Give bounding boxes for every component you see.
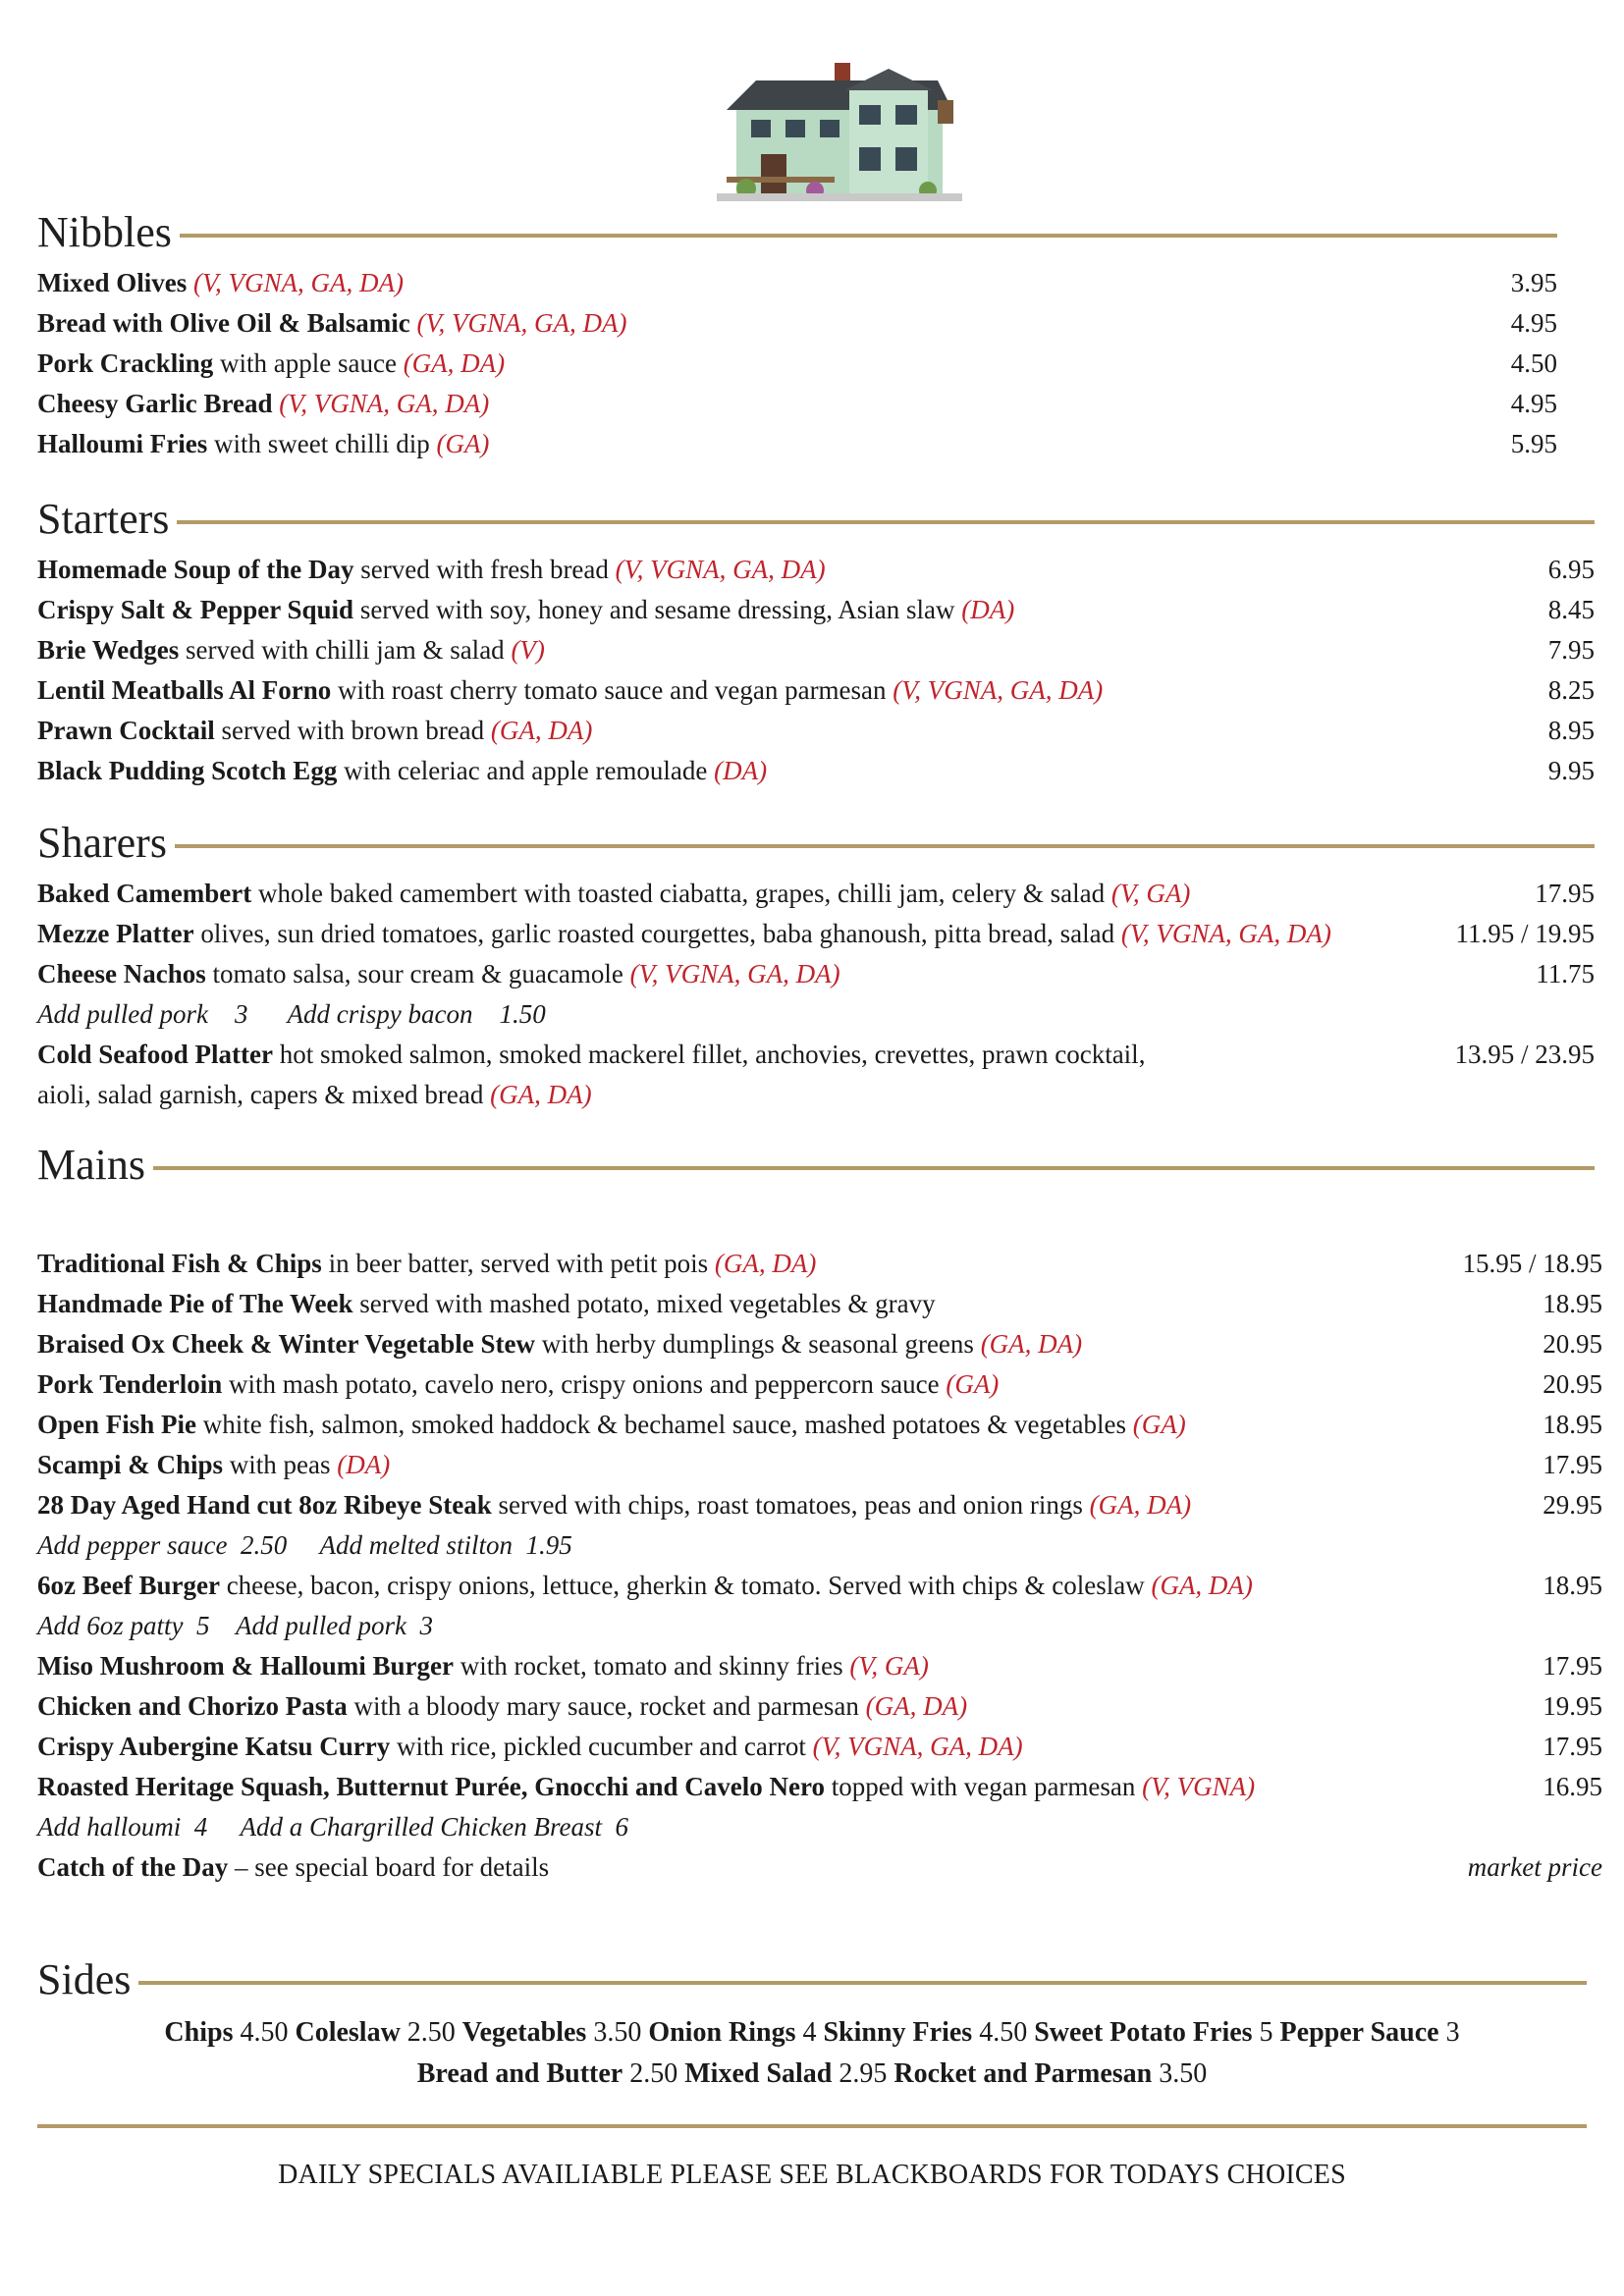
menu-item: Traditional Fish & Chips in beer batter, served with petit pois (GA, DA) 15.95 / 18.95	[37, 1244, 1602, 1284]
section-starters	[37, 491, 1595, 791]
item-price: 15.95 / 18.95	[1462, 1249, 1602, 1278]
menu-item: Cold Seafood Platter hot smoked salmon, smoked mackerel fillet, anchovies, crevettes, prawn cocktail, 13.95 / 23.95	[37, 1035, 1595, 1075]
item-price: 7.95	[1547, 635, 1595, 665]
section-mains	[37, 1137, 1595, 1192]
item-price: 17.95	[1535, 879, 1595, 908]
menu-item: Black Pudding Scotch Egg with celeriac and apple remoulade (DA) 9.95	[37, 751, 1595, 791]
section-divider	[177, 520, 1595, 524]
menu-item: Halloumi Fries with sweet chilli dip (GA) 5.95	[37, 424, 1557, 464]
addon-row: Add pulled pork 3 Add crispy bacon 1.50	[37, 999, 546, 1029]
item-price: 5.95	[1510, 429, 1557, 458]
section-title: Starters	[37, 494, 170, 543]
item-price: 4.50	[1510, 348, 1557, 378]
section-divider	[175, 844, 1595, 848]
pub-building-illustration	[687, 61, 982, 218]
menu-item: Mezze Platter olives, sun dried tomatoes, garlic roasted courgettes, baba ghanoush, pitta bread, salad (V, VGNA, GA, DA) 11.95 / 19.95	[37, 914, 1595, 954]
footer-divider	[37, 2124, 1587, 2128]
item-price: 4.95	[1510, 389, 1557, 418]
item-price: 13.95 / 23.95	[1454, 1040, 1595, 1069]
menu-items	[37, 874, 1595, 1115]
section-header	[37, 204, 1557, 259]
menu-item: Cheese Nachos tomato salsa, sour cream & guacamole (V, VGNA, GA, DA) 11.75	[37, 954, 1595, 994]
menu-item: Crispy Salt & Pepper Squid served with soy, honey and sesame dressing, Asian slaw (DA) 8.45	[37, 590, 1595, 630]
sides-list	[0, 2012, 1624, 2095]
addon-row: Add pepper sauce 2.50 Add melted stilton 1.95	[37, 1530, 572, 1560]
item-price: 8.95	[1547, 716, 1595, 745]
menu-item: Roasted Heritage Squash, Butternut Purée, Gnocchi and Cavelo Nero topped with vegan parmesan (V, VGNA) 16.95	[37, 1767, 1602, 1807]
mains-items	[37, 1244, 1602, 1888]
section-header	[37, 815, 1595, 870]
item-price: 17.95	[1543, 1651, 1602, 1681]
menu-item: Pork Crackling with apple sauce (GA, DA) 4.50	[37, 344, 1557, 384]
item-price: 18.95	[1543, 1289, 1602, 1318]
menu-items	[37, 263, 1557, 464]
daily-specials-notice: DAILY SPECIALS AVAILIABLE PLEASE SEE BLACKBOARDS FOR TODAYS CHOICES	[278, 2160, 1346, 2190]
item-price: 3.95	[1510, 268, 1557, 297]
menu-item: Braised Ox Cheek & Winter Vegetable Stew with herby dumplings & seasonal greens (GA, DA) 20.95	[37, 1324, 1602, 1364]
menu-item: Homemade Soup of the Day served with fresh bread (V, VGNA, GA, DA) 6.95	[37, 550, 1595, 590]
menu-item: 6oz Beef Burger cheese, bacon, crispy onions, lettuce, gherkin & tomato. Served with chips & coleslaw (GA, DA) 18.95	[37, 1566, 1602, 1606]
menu-item: Lentil Meatballs Al Forno with roast cherry tomato sauce and vegan parmesan (V, VGNA, GA, DA) 8.25	[37, 670, 1595, 711]
menu-items	[37, 550, 1595, 791]
menu-item: Pork Tenderloin with mash potato, cavelo nero, crispy onions and peppercorn sauce (GA) 20.95	[37, 1364, 1602, 1405]
menu-item: Crispy Aubergine Katsu Curry with rice, pickled cucumber and carrot (V, VGNA, GA, DA) 17.95	[37, 1727, 1602, 1767]
menu-item: Catch of the Day – see special board for details market price	[37, 1847, 1602, 1888]
item-price: 29.95	[1543, 1490, 1602, 1520]
item-price: 20.95	[1543, 1369, 1602, 1399]
menu-item: Miso Mushroom & Halloumi Burger with rocket, tomato and skinny fries (V, GA) 17.95	[37, 1646, 1602, 1686]
addon-row: Add 6oz patty 5 Add pulled pork 3	[37, 1611, 433, 1640]
section-divider	[138, 1981, 1587, 1985]
menu-item: Brie Wedges served with chilli jam & salad (V) 7.95	[37, 630, 1595, 670]
item-price: 11.75	[1536, 959, 1595, 988]
section-title: Nibbles	[37, 207, 172, 256]
menu-item: Mixed Olives (V, VGNA, GA, DA) 3.95	[37, 263, 1557, 303]
menu-item-continued: aioli, salad garnish, capers & mixed bread (GA, DA)	[37, 1080, 592, 1109]
item-price: market price	[1467, 1852, 1602, 1882]
section-nibbles	[37, 204, 1557, 464]
item-price: 19.95	[1543, 1691, 1602, 1721]
menu-item: Bread with Olive Oil & Balsamic (V, VGNA, GA, DA) 4.95	[37, 303, 1557, 344]
section-divider	[153, 1166, 1595, 1170]
menu-item: Handmade Pie of The Week served with mashed potato, mixed vegetables & gravy 18.95	[37, 1284, 1602, 1324]
section-sides	[37, 1951, 1587, 2006]
item-price: 16.95	[1543, 1772, 1602, 1801]
item-price: 20.95	[1543, 1329, 1602, 1359]
sides-line-1: Chips 4.50 Coleslaw 2.50 Vegetables 3.50 Onion Rings 4 Skinny Fries 4.50 Sweet Potato Fries 5 Pepper Sauce 3	[164, 2017, 1460, 2048]
section-sharers	[37, 815, 1595, 1115]
menu-item: Chicken and Chorizo Pasta with a bloody mary sauce, rocket and parmesan (GA, DA) 19.95	[37, 1686, 1602, 1727]
item-price: 18.95	[1543, 1410, 1602, 1439]
section-title: Mains	[37, 1140, 145, 1189]
section-header	[37, 491, 1595, 546]
menu-item: Cheesy Garlic Bread (V, VGNA, GA, DA) 4.95	[37, 384, 1557, 424]
menu-item: Baked Camembert whole baked camembert with toasted ciabatta, grapes, chilli jam, celery & salad (V, GA) 17.95	[37, 874, 1595, 914]
menu-item: Open Fish Pie white fish, salmon, smoked haddock & bechamel sauce, mashed potatoes & vegetables (GA) 18.95	[37, 1405, 1602, 1445]
item-price: 9.95	[1547, 756, 1595, 785]
section-header	[37, 1137, 1595, 1192]
section-header	[37, 1951, 1587, 2006]
section-divider	[180, 234, 1557, 238]
item-price: 17.95	[1543, 1450, 1602, 1479]
sides-line-2: Bread and Butter 2.50 Mixed Salad 2.95 Rocket and Parmesan 3.50	[416, 2058, 1208, 2089]
section-title: Sides	[37, 1954, 132, 2003]
section-title: Sharers	[37, 818, 167, 867]
item-price: 8.45	[1547, 595, 1595, 624]
item-price: 18.95	[1543, 1571, 1602, 1600]
item-price: 6.95	[1547, 555, 1595, 584]
addon-row: Add halloumi 4 Add a Chargrilled Chicken Breast 6	[37, 1812, 628, 1842]
menu-item: 28 Day Aged Hand cut 8oz Ribeye Steak served with chips, roast tomatoes, peas and onion rings (GA, DA) 29.95	[37, 1485, 1602, 1525]
menu-item: Scampi & Chips with peas (DA) 17.95	[37, 1445, 1602, 1485]
item-price: 8.25	[1547, 675, 1595, 705]
item-price: 4.95	[1510, 308, 1557, 338]
item-price: 17.95	[1543, 1732, 1602, 1761]
menu-item: Prawn Cocktail served with brown bread (GA, DA) 8.95	[37, 711, 1595, 751]
item-price: 11.95 / 19.95	[1455, 919, 1595, 948]
